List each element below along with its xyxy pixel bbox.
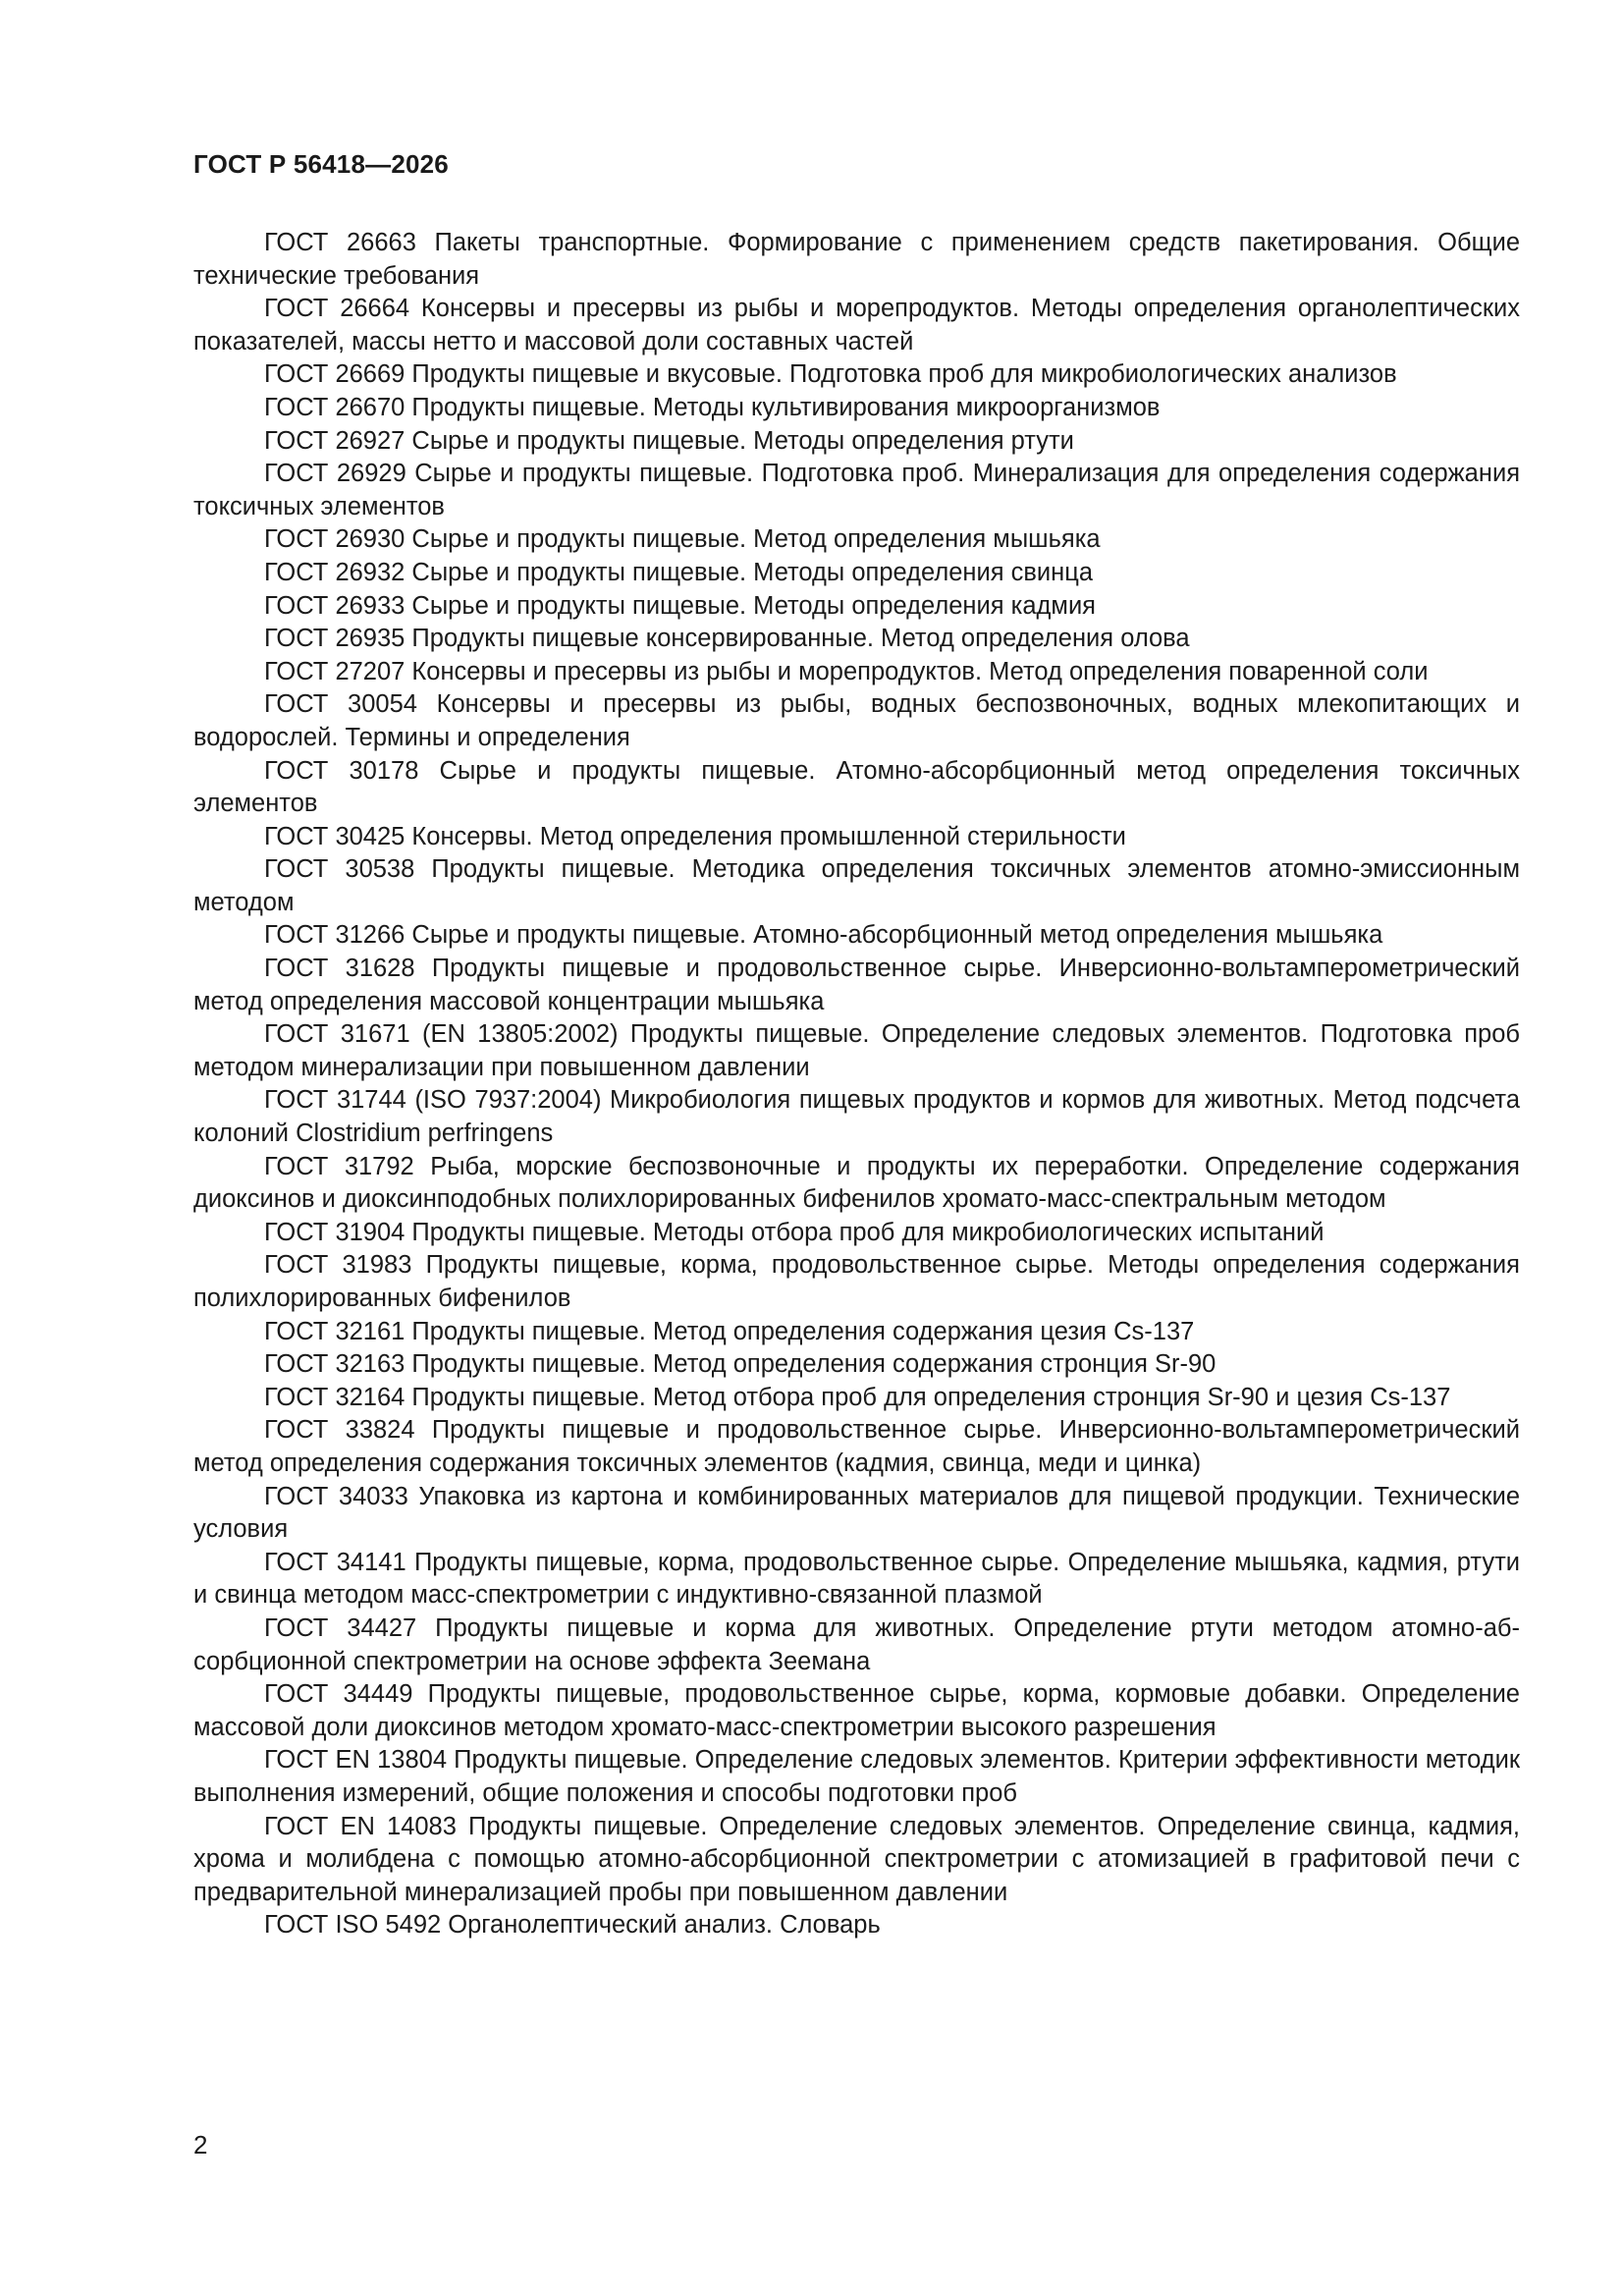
reference-entry: ГОСТ 31744 (ISO 7937:2004) Микробиология пищевых продуктов и кормов для животных. Метод подсчета колоний Clostridium perfringens xyxy=(193,1086,1520,1148)
reference-entry: ГОСТ 32164 Продукты пищевые. Метод отбора проб для определения стронция Sr-90 и цезия Cs-137 xyxy=(264,1383,1451,1411)
page-number: 2 xyxy=(193,2130,208,2159)
reference-entry: ГОСТ 26930 Сырье и продукты пищевые. Метод определения мышьяка xyxy=(264,525,1101,554)
reference-entry: ГОСТ 31671 (EN 13805:2002) Продукты пищевые. Определение следовых элементов. Подготовка проб методом минерализации при повышенном давлении xyxy=(193,1020,1520,1081)
reference-entry: ГОСТ 26670 Продукты пищевые. Методы культивирования микроорганизмов xyxy=(264,393,1161,421)
reference-entry: ГОСТ 34033 Упаковка из картона и комбинированных материалов для пищевой продукции. Технические условия xyxy=(193,1482,1520,1544)
reference-entry: ГОСТ 32161 Продукты пищевые. Метод определения содержания цезия Cs-137 xyxy=(264,1317,1195,1345)
reference-entry: ГОСТ 26932 Сырье и продукты пищевые. Методы определения свинца xyxy=(264,558,1094,586)
reference-entry: ГОСТ 34141 Продукты пищевые, корма, продовольственное сырье. Определение мышьяка, кадмия, ртути и свинца методом масс-спектрометрии с индуктивно-связанной плазмой xyxy=(193,1548,1520,1610)
reference-entry: ГОСТ 33824 Продукты пищевые и продовольственное сырье. Инверсионно-вольтамперометрический метод определения содержания токсичных элементов (кадмия, свинца, меди и цинка) xyxy=(193,1416,1520,1477)
reference-entry: ГОСТ EN 13804 Продукты пищевые. Определение следовых элементов. Критерии эффективности методик выполнения измерений, общие положения и способы подготовки проб xyxy=(193,1746,1520,1807)
reference-entry: ГОСТ 26663 Пакеты транспортные. Формирование с применением средств пакетирования. Общие технические требования xyxy=(193,229,1520,290)
reference-entry: ГОСТ 31904 Продукты пищевые. Методы отбора проб для микробиологических испытаний xyxy=(264,1218,1325,1246)
reference-entry: ГОСТ 34449 Продукты пищевые, продовольственное сырье, корма, кормовые добавки. Определение массовой доли диоксинов методом хромато-масс-спектрометрии высокого разрешения xyxy=(193,1680,1520,1741)
reference-entry: ГОСТ 31792 Рыба, морские беспозвоночные и продукты их переработки. Определение содержания диоксинов и диоксинподобных полихлорированных бифенилов хромато-масс-спектральным методом xyxy=(193,1152,1520,1214)
reference-entry: ГОСТ 26929 Сырье и продукты пищевые. Подготовка проб. Минерализация для определения содержания токсичных элементов xyxy=(193,460,1520,520)
reference-entry: ГОСТ 34427 Продукты пищевые и корма для животных. Определение ртути методом атомно-абсорбционной спектрометрии на основе эффекта Зеемана xyxy=(193,1613,1520,1675)
reference-entry: ГОСТ 26933 Сырье и продукты пищевые. Методы определения кадмия xyxy=(264,591,1096,620)
reference-list xyxy=(193,227,1520,1942)
reference-entry: ГОСТ 27207 Консервы и пресервы из рыбы и морепродуктов. Метод определения поваренной соли xyxy=(264,657,1429,685)
reference-entry: ГОСТ 31628 Продукты пищевые и продовольственное сырье. Инверсионно-вольтамперометрический метод определения массовой концентрации мышьяка xyxy=(193,955,1520,1015)
reference-entry: ГОСТ 26935 Продукты пищевые консервированные. Метод определения олова xyxy=(264,625,1190,653)
reference-entry: ГОСТ EN 14083 Продукты пищевые. Определение следовых элементов. Определение свинца, кадмия, хрома и молибдена с помощью атомно-абсорбционной спектрометрии с атомизацией в графитовой печи с предварительной минерализацией пробы при повышенном давлении xyxy=(193,1812,1520,1906)
reference-entry: ГОСТ 31266 Сырье и продукты пищевые. Атомно-абсорбционный метод определения мышьяка xyxy=(264,921,1383,950)
reference-entry: ГОСТ 26927 Сырье и продукты пищевые. Методы определения ртути xyxy=(264,426,1074,455)
reference-entry: ГОСТ ISO 5492 Органолептический анализ. Словарь xyxy=(264,1911,881,1940)
reference-entry: ГОСТ 26669 Продукты пищевые и вкусовые. Подготовка проб для микробиологических анализов xyxy=(264,360,1397,389)
reference-entry: ГОСТ 30425 Консервы. Метод определения промышленной стерильности xyxy=(264,822,1126,850)
document-header: ГОСТ Р 56418—2026 xyxy=(193,149,449,179)
reference-entry: ГОСТ 31983 Продукты пищевые, корма, продовольственное сырье. Методы определения содержания полихлорированных бифенилов xyxy=(193,1251,1520,1312)
reference-entry: ГОСТ 30054 Консервы и пресервы из рыбы, водных беспозвоночных, водных млекопитающих и водорослей. Термины и определения xyxy=(193,690,1520,751)
reference-entry: ГОСТ 26664 Консервы и пресервы из рыбы и морепродуктов. Методы определения органолептических показателей, массы нетто и массовой доли составных частей xyxy=(193,295,1520,355)
reference-entry: ГОСТ 30538 Продукты пищевые. Методика определения токсичных элементов атомно-эмиссионным методом xyxy=(193,855,1520,916)
reference-entry: ГОСТ 32163 Продукты пищевые. Метод определения содержания стронция Sr-90 xyxy=(264,1350,1217,1379)
reference-entry: ГОСТ 30178 Сырье и продукты пищевые. Атомно-абсорбционный метод определения токсичных элементов xyxy=(193,756,1520,818)
